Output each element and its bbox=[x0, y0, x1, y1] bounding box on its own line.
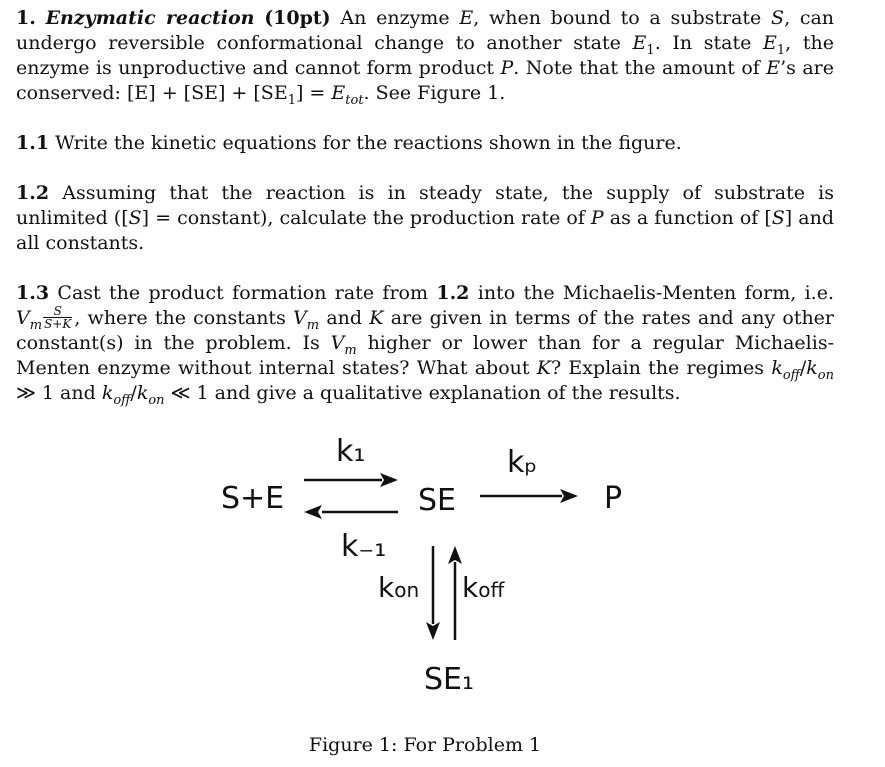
problem-title: Enzymatic reaction bbox=[45, 7, 255, 29]
label-kon: kon bbox=[378, 571, 420, 604]
figure-caption: Figure 1: For Problem 1 bbox=[308, 734, 542, 756]
question-number: 1.2 bbox=[16, 182, 50, 204]
question-1-2: 1.2 Assuming that the reaction is in steady state, the supply of substrate is unlimited ([S] = constant), calculate the production rate of P as a function of [S] and all constants. bbox=[16, 182, 834, 254]
mm-fraction: $\frac{S}{S+K}$ bbox=[44, 303, 72, 331]
ratio-koff-kon: $k_{off}/k_{on}$ bbox=[101, 382, 165, 408]
arrow-kon-down bbox=[426, 546, 440, 640]
arrow-k1-forward bbox=[304, 473, 398, 487]
node-s-plus-e: S+E bbox=[221, 481, 285, 516]
question-1-3: 1.3 Cast the product formation rate from 1.2 into the Michaelis-Menten form, i.e. $V_m$ $\frac{S}{S+K}$ , where the constants $V_m$ and K are given in terms of the rates and any other constant(s) in the problem. Is $V_m$ higher or lower than for a regular Michaelis-Menten enzyme without internal states? What about K? Explain the regimes $k_{off}/k_{on}$ ≫ 1 and $k_{off}/k_{on}$ ≪ 1 and give a qualitative explanation of the results. bbox=[16, 282, 835, 408]
node-se: SE bbox=[418, 483, 456, 518]
node-p: P bbox=[604, 481, 623, 516]
node-se1: SE₁ bbox=[424, 662, 475, 697]
question-number: 1.3 bbox=[16, 282, 50, 304]
conservation-equation: $[E] + [SE] + [SE_1] = E_{tot}$ bbox=[126, 82, 364, 108]
ratio-koff-kon: $k_{off}/k_{on}$ bbox=[771, 357, 834, 383]
arrow-k-1-reverse bbox=[304, 505, 398, 519]
label-kp: kₚ bbox=[507, 445, 538, 480]
problem-points: (10pt) bbox=[264, 7, 331, 29]
question-number: 1.1 bbox=[16, 132, 50, 154]
label-k1: k₁ bbox=[336, 434, 366, 469]
problem-number: 1. bbox=[16, 7, 36, 29]
arrow-kp bbox=[480, 489, 578, 503]
arrow-koff-up bbox=[448, 546, 462, 640]
michaelis-menten-expression: $V_m$ $\frac{S}{S+K}$ bbox=[16, 303, 72, 333]
label-k-minus-1: k₋₁ bbox=[341, 529, 387, 564]
label-koff: koff bbox=[462, 571, 505, 604]
question-1-1: 1.1 Write the kinetic equations for the reactions shown in the figure. bbox=[16, 132, 682, 154]
problem-document bbox=[16, 6, 834, 406]
problem-intro: 1. Enzymatic reaction (10pt) An enzyme E, when bound to a substrate S, can undergo reversible conformational change to another state $E_1$. In state $E_1$, the enzyme is unproductive and cannot form product P. Note that the amount of E’s are conserved: $[E] + [SE] + [SE_1] = E_{tot}$. See Figure 1. bbox=[16, 7, 835, 108]
